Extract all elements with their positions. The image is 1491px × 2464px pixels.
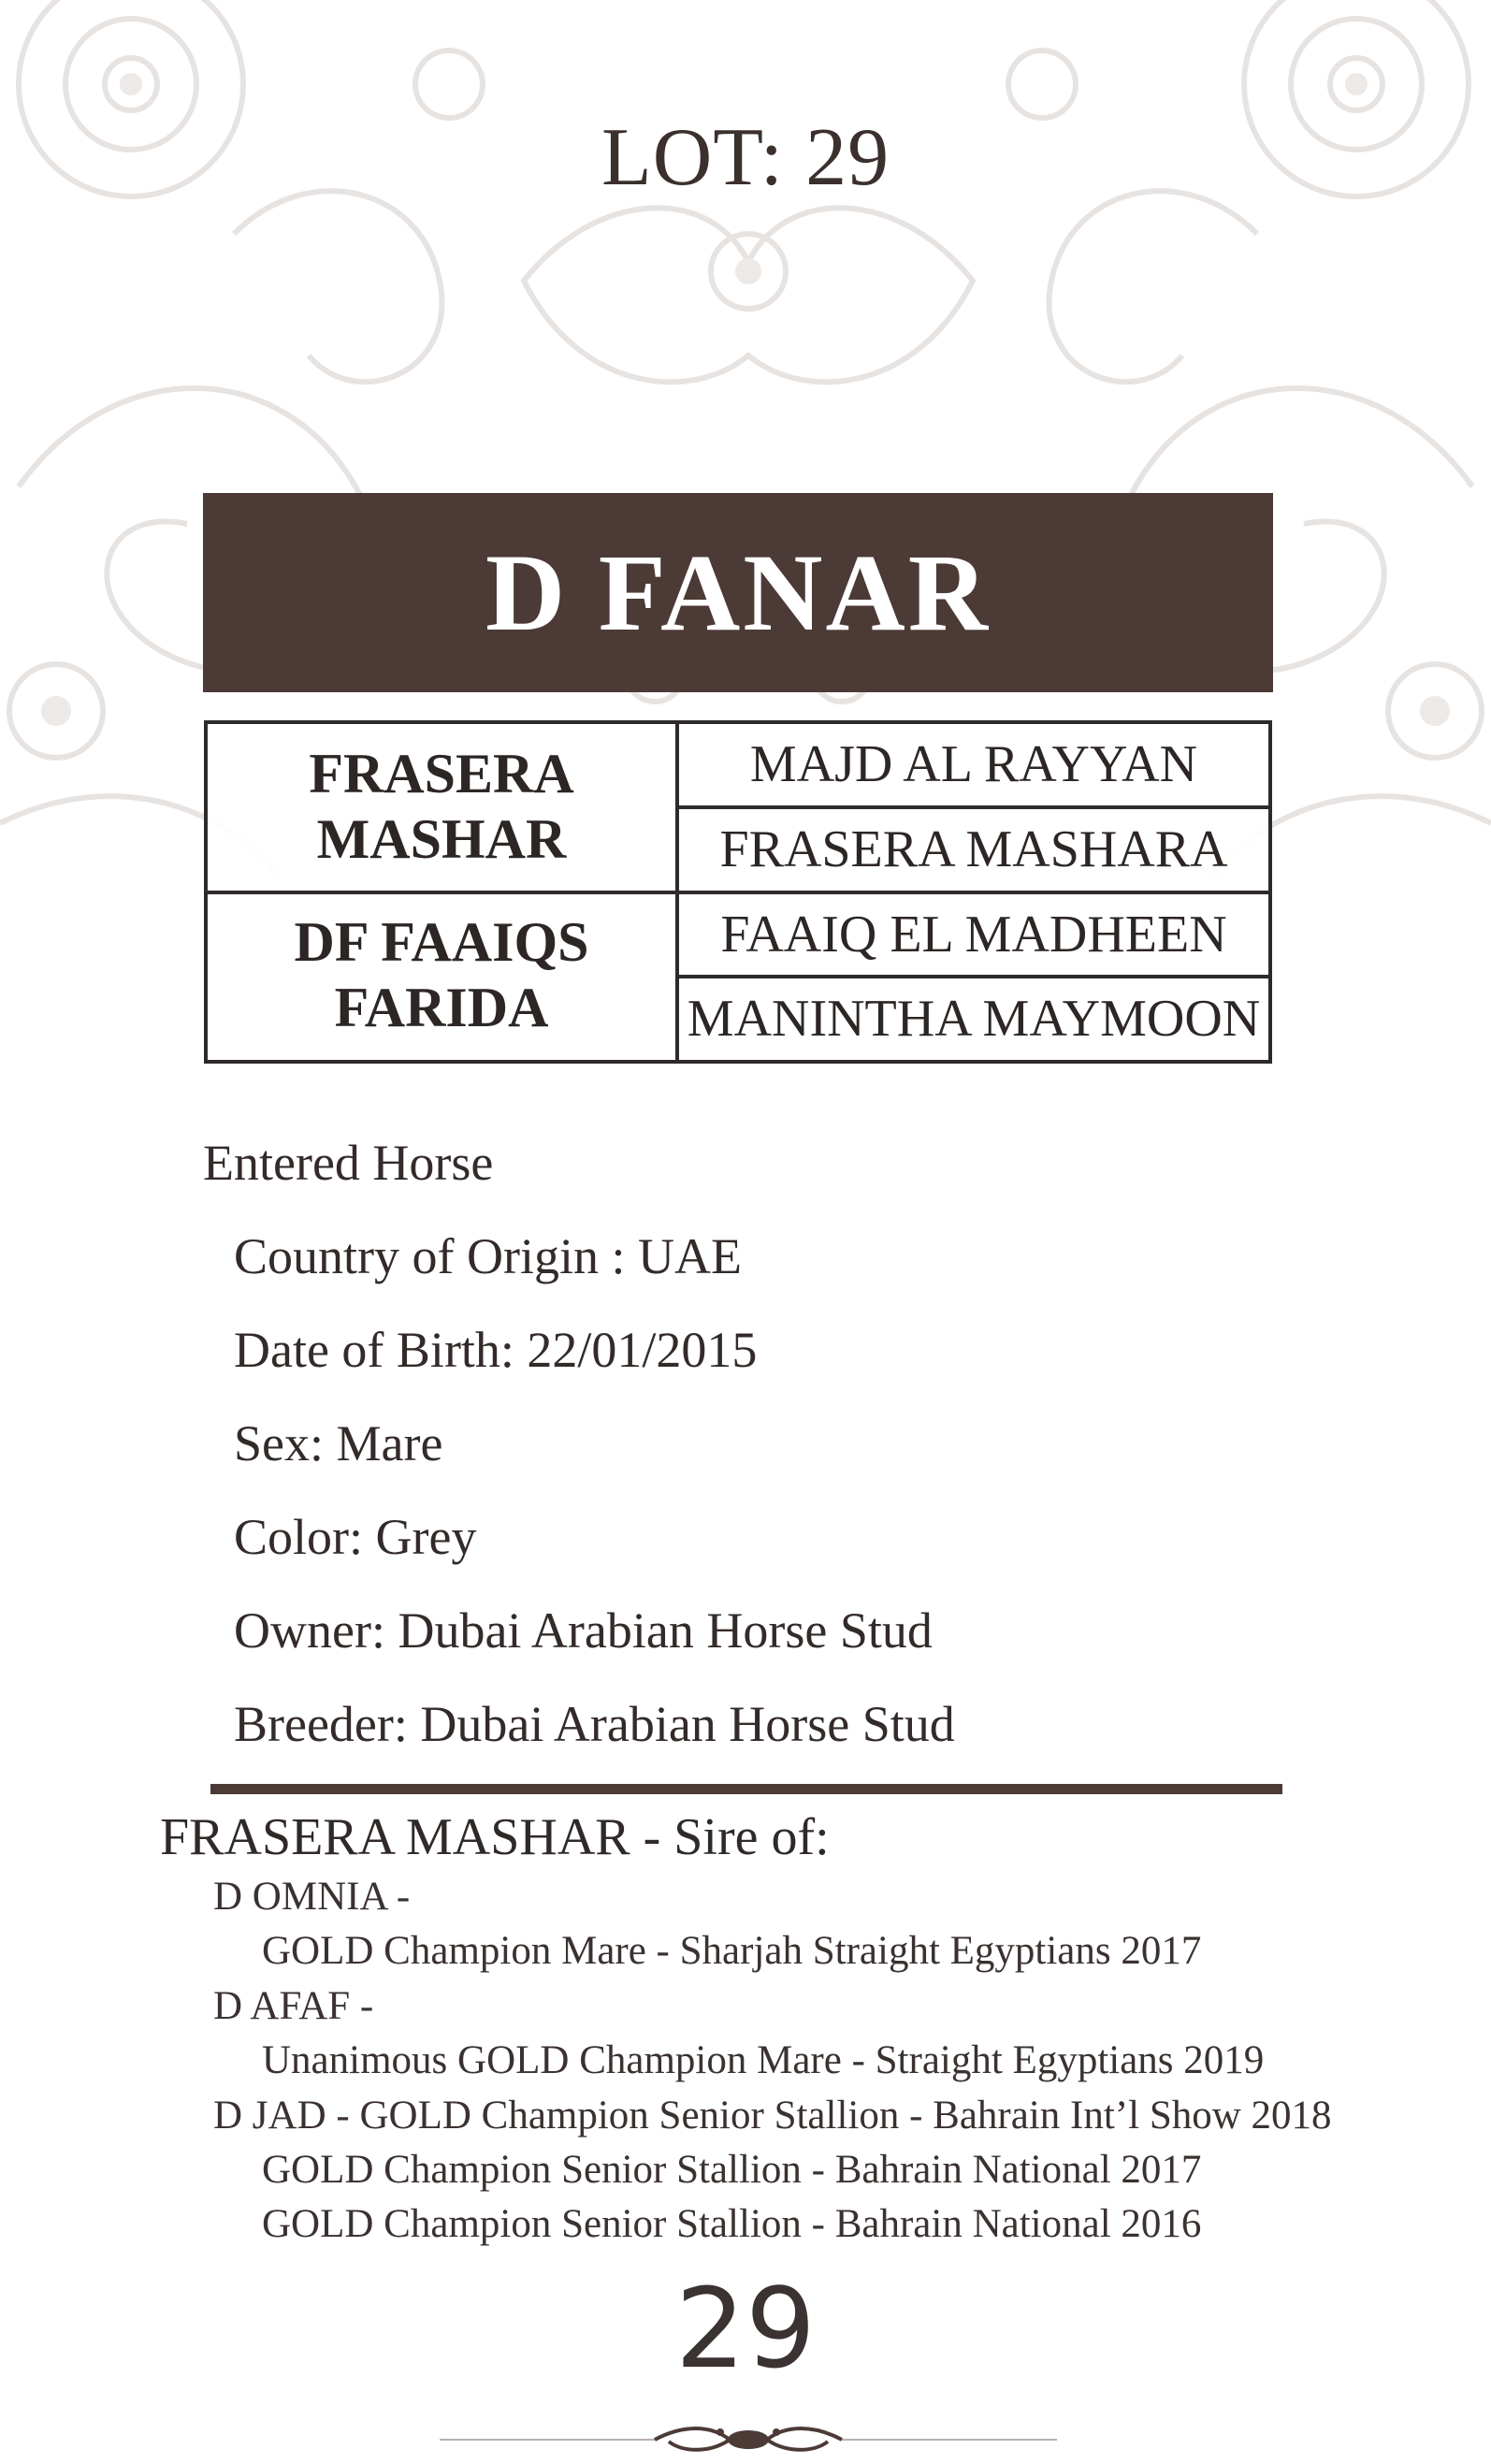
color: Color: Grey [234, 1509, 477, 1565]
page-number: 29 [674, 2264, 817, 2393]
sire-of-record: D JAD - GOLD Champion Senior Stallion - Bahrain Int’l Show 2018 [213, 2094, 1332, 2138]
pedigree-sire-sire: MAJD AL RAYYAN [749, 735, 1198, 793]
sire-of-record: D OMNIA - [213, 1875, 411, 1919]
section-divider [210, 1784, 1282, 1794]
country-of-origin: Country of Origin : UAE [234, 1228, 742, 1284]
pedigree-dam [208, 909, 675, 1040]
sire-of-record: GOLD Champion Senior Stallion - Bahrain National 2017 [262, 2148, 1202, 2192]
sire-of-record: Unanimous GOLD Champion Mare - Straight Egyptians 2019 [262, 2038, 1265, 2082]
pedigree-dam-sire: FAAIQ EL MADHEEN [720, 906, 1227, 964]
sire-of-record: GOLD Champion Senior Stallion - Bahrain National 2016 [262, 2202, 1202, 2246]
pedigree-sire-dam: FRASERA MASHARA [719, 820, 1228, 878]
sire-of-record: D AFAF - [213, 1984, 374, 2028]
lot-number: LOT: 29 [601, 112, 890, 203]
breeder: Breeder: Dubai Arabian Horse Stud [234, 1696, 955, 1752]
date-of-birth: Date of Birth: 22/01/2015 [234, 1322, 758, 1378]
pedigree-dam-dam: MANINTHA MAYMOON [687, 990, 1261, 1048]
pedigree-table [204, 720, 1272, 1064]
pedigree-sire [208, 741, 675, 872]
sire-of-heading: FRASERA MASHAR - Sire of: [160, 1808, 830, 1866]
owner: Owner: Dubai Arabian Horse Stud [234, 1602, 933, 1659]
sire-of-record: GOLD Champion Mare - Sharjah Straight Egyptians 2017 [262, 1929, 1202, 1973]
flourish-ornament-icon [440, 2421, 1057, 2458]
pedigree-dam-line1: DF FAAIQS [294, 911, 589, 973]
sex: Sex: Mare [234, 1415, 443, 1471]
horse-name-banner [203, 493, 1273, 692]
pedigree-sire-line2: MASHAR [316, 808, 567, 870]
horse-name: D FANAR [485, 531, 991, 654]
entered-horse-heading: Entered Horse [203, 1135, 494, 1191]
pedigree-dam-line2: FARIDA [334, 977, 549, 1038]
pedigree-sire-line1: FRASERA [309, 743, 574, 804]
